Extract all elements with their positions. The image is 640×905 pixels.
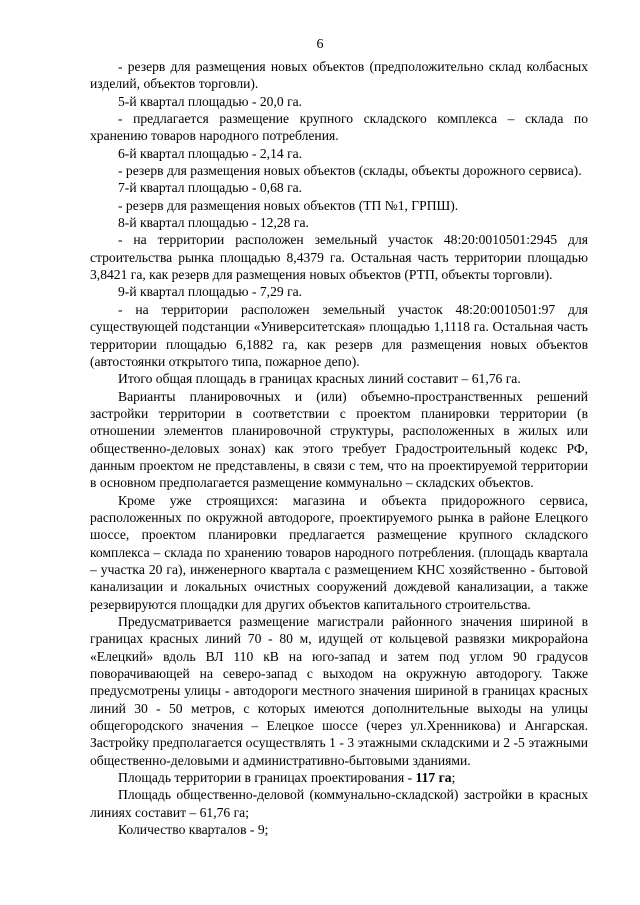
paragraph-quarter-count: Количество кварталов - 9; [118,822,269,838]
paragraph-quarter-9-area: 9-й квартал площадью - 7,29 га. [118,284,303,300]
territory-area-label: Площадь территории в границах проектирования - [118,770,416,786]
paragraph-highway: Предусматривается размещение магистрали районного значения шириной в границах красных линий 70 - 80 м, идущей от кольцевой развязки микрорайона «Елецкий» вдоль ВЛ 110 кВ на юго-запад и затем под углом 90 градусов поворачивающей на северо-запад с выходом на окружную автодорогу. Также предусмотрены улицы - автодороги местного значения шириной в границах красных линий 30 - 50 метров, с которых имеются дополнительные выходы на улицы общегородского значения – Елецкое шоссе (через ул.Хренникова) и Ангарская. Застройку предполагается осуществлять 1 - 3 этажными складскими и 2 -5 этажными общественно-деловыми и административно-бытовыми зданиями. [90,614,588,768]
paragraph-quarter-5-warehouse: - предлагается размещение крупного складского комплекса – склада по хранению товаров народного потребления. [90,111,588,144]
territory-area-value: 117 га [415,770,452,786]
paragraph-quarter-9-substation: - на территории расположен земельный участок 48:20:0010501:97 для существующей подстанции «Университетская» площадью 1,1118 га. Остальная часть территории площадью 6,1882 га, как резерв для размещения новых объектов (автостоянки открытого типа, пожарное депо). [90,301,588,369]
paragraph-quarter-7-reserve: - резерв для размещения новых объектов (ТП №1, ГРПШ). [118,197,459,213]
paragraph-quarter-7-area: 7-й квартал площадью - 0,68 га. [118,180,303,196]
paragraph-quarter-8-market: - на территории расположен земельный участок 48:20:0010501:2945 для строительства рынка площадью 8,4379 га. Остальная часть территории площадью 3,8421 га, как резерв для размещения новых объектов (РТП, объекты торговли). [90,232,588,283]
paragraph-planning-variants: Варианты планировочных и (или) объемно-пространственных решений застройки территории в соответствии с проектом планировки территории (в отношении элементов планировочной структуры, расположенных в жилых или общественно-деловых зонах) как этого требует Градостроительный кодекс РФ, данным проектом не представлены, в связи с тем, что на проектируемой территории в основном предполагается размещение коммунально – складских объектов. [90,388,588,491]
paragraph-quarter-6-area: 6-й квартал площадью - 2,14 га. [118,145,303,161]
paragraph-construction-proposals: Кроме уже строящихся: магазина и объекта придорожного сервиса, расположенных по окружной автодороге, проектируемого рынка в районе Елецкого шоссе, проектом планировки предлагается размещение крупного складского комплекса – склада по хранению товаров народного потребления. (площадь квартала – участка 20 га), инженерного квартала с размещением КНС хозяйственно - бытовой канализации и локальных очистных сооружений дождевой канализации, а также резервируются площадки для других объектов капитального строительства. [90,492,588,612]
paragraph-commercial-area: Площадь общественно-деловой (коммунально-складской) застройки в красных линиях составит – 61,76 га; [90,787,588,820]
territory-area-suffix: ; [451,770,456,786]
paragraph-quarter-6-reserve: - резерв для размещения новых объектов (склады, объекты дорожного сервиса). [118,163,582,179]
paragraph-territory-area [90,769,588,786]
paragraph-quarter-5-area: 5-й квартал площадью - 20,0 га. [118,93,303,109]
paragraph-quarter-8-area: 8-й квартал площадью - 12,28 га. [118,215,309,231]
paragraph-reserve-sausage-warehouse: - резерв для размещения новых объектов (предположительно склад колбасных изделий, объектов торговли). [90,59,588,92]
paragraph-total-area: Итого общая площадь в границах красных линий составит – 61,76 га. [118,371,521,387]
document-body [90,58,588,838]
page-number: 6 [316,37,324,52]
